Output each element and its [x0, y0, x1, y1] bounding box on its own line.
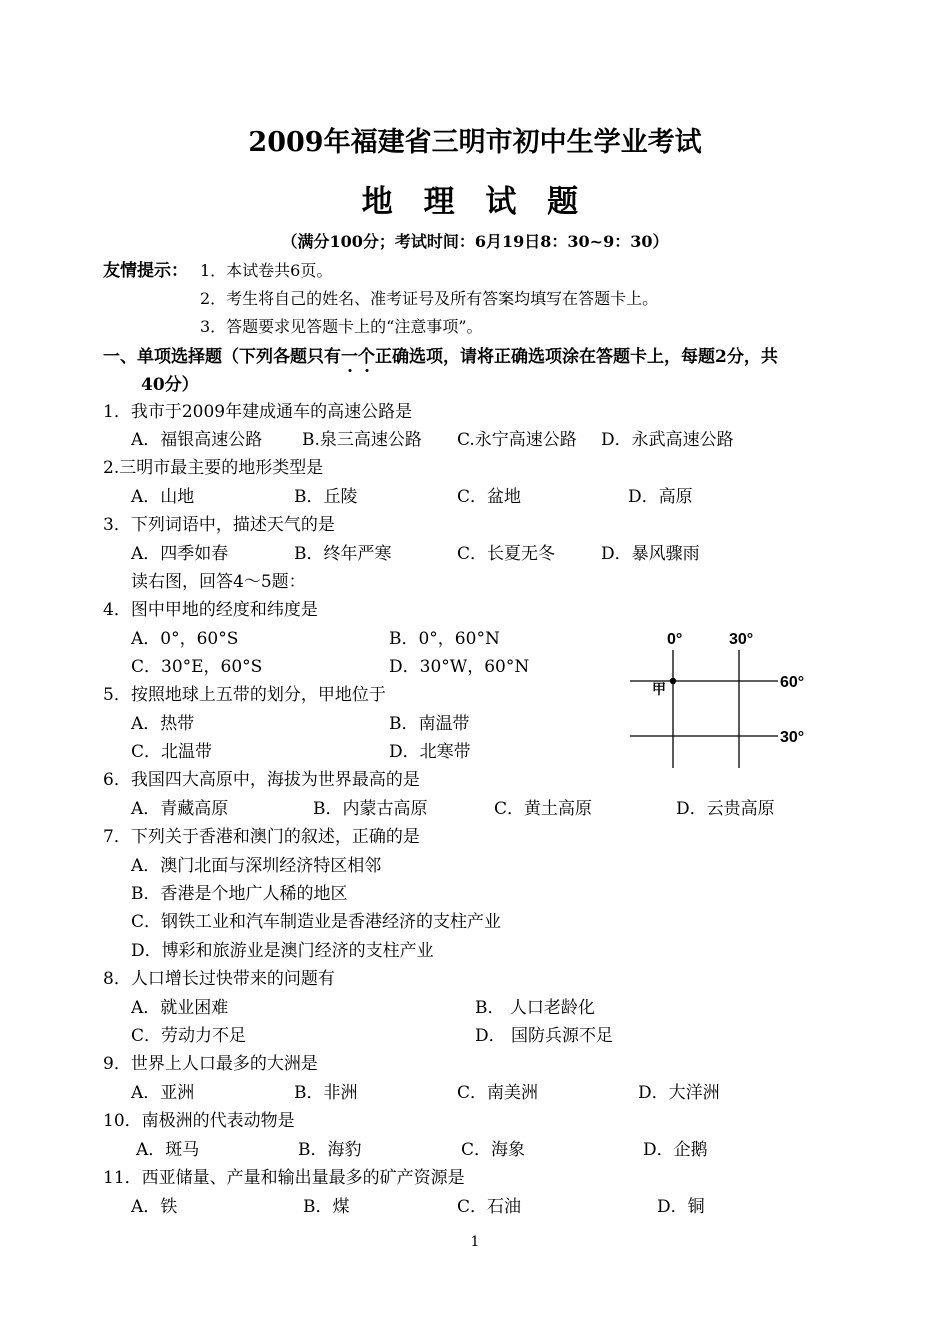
option: A．四季如春: [131, 544, 229, 564]
lat-lon-grid-figure: [622, 622, 822, 772]
option: C．长夏无冬: [457, 544, 556, 564]
option: A．铁: [131, 1197, 178, 1217]
question-stem: 10．南极洲的代表动物是: [103, 1111, 295, 1131]
option: D．铜: [657, 1197, 705, 1217]
option: B．非洲: [294, 1083, 358, 1103]
option: B．南温带: [389, 714, 470, 734]
section-heading: 一、单项选择题（下列各题只有一个 正确选项，请将正确选项涂在答题卡上，每题2分，共 40分）: [103, 347, 778, 395]
option: B．香港是个地广人稀的地区: [131, 884, 348, 904]
option: A．亚洲: [131, 1083, 195, 1103]
option: B．内蒙古高原: [313, 799, 428, 819]
option: D．企鹅: [643, 1140, 708, 1160]
option: B．海豹: [298, 1140, 362, 1160]
lat-label: 30°: [780, 729, 805, 746]
tip-item: 1．本试卷共6页。: [200, 261, 333, 280]
option: A．就业困难: [131, 998, 229, 1018]
option: D．30°W，60°N: [389, 657, 530, 677]
option: D．北寒带: [389, 742, 471, 762]
option: A．澳门北面与深圳经济特区相邻: [131, 856, 382, 876]
question-stem: 3．下列词语中，描述天气的是: [103, 515, 335, 535]
page-number: 1: [470, 1234, 480, 1250]
option: B． 人口老龄化: [475, 998, 595, 1018]
question-stem: 1．我市于2009年建成通车的高速公路是: [103, 402, 413, 422]
option: C．盆地: [457, 487, 522, 507]
option: B．0°，60°N: [389, 629, 500, 649]
option: D．高原: [628, 487, 693, 507]
lon-label: 30°: [729, 631, 754, 648]
question-stem: 6．我国四大高原中，海拔为世界最高的是: [103, 770, 420, 790]
option: D．暴风骤雨: [601, 544, 700, 564]
option: B.泉三高速公路: [302, 430, 422, 450]
question-stem: 8．人口增长过快带来的问题有: [103, 969, 335, 989]
option: A．0°，60°S: [131, 629, 239, 649]
lat-label: 60°: [780, 674, 805, 691]
question-stem: 7．下列关于香港和澳门的叙述，正确的是: [103, 827, 420, 847]
exam-title: 2009年福建省三明市初中生学业考试: [248, 127, 702, 158]
option: A．山地: [131, 487, 195, 507]
option: A．青藏高原: [131, 799, 229, 819]
option: C．海象: [461, 1140, 526, 1160]
option: C．北温带: [131, 742, 213, 762]
question-stem: 5．按照地球上五带的划分，甲地位于: [103, 685, 386, 705]
option: D．博彩和旅游业是澳门经济的支柱产业: [131, 941, 434, 961]
option: C．30°E，60°S: [131, 657, 263, 677]
option: C．南美洲: [457, 1083, 539, 1103]
option: D．大洋洲: [638, 1083, 720, 1103]
option: A．福银高速公路: [131, 430, 263, 450]
option: B．终年严寒: [294, 544, 392, 564]
option: C．劳动力不足: [131, 1026, 247, 1046]
option: A．斑马: [136, 1140, 200, 1160]
option: C.永宁高速公路: [457, 430, 577, 450]
option: D．永武高速公路: [601, 430, 734, 450]
option: D． 国防兵源不足: [475, 1026, 614, 1046]
option: B．煤: [303, 1197, 350, 1217]
question-stem: 11．西亚储量、产量和输出量最多的矿产资源是: [103, 1168, 465, 1188]
subject-title: 地 理 试 题: [361, 184, 589, 220]
lon-label: 0°: [667, 631, 683, 648]
option: A．热带: [131, 714, 195, 734]
read-map-note: 读右图，回答4～5题：: [131, 572, 306, 592]
question-stem: 4．图中甲地的经度和纬度是: [103, 600, 318, 620]
tips-label: 友情提示：: [103, 261, 188, 281]
emphasis-text: 一个: [341, 347, 375, 367]
option: C．黄土高原: [494, 799, 593, 819]
point-jia: [670, 678, 676, 684]
question-stem: 2.三明市最主要的地形类型是: [103, 458, 324, 478]
option: C．钢铁工业和汽车制造业是香港经济的支柱产业: [131, 912, 502, 932]
exam-info: （满分100分；考试时间：6月19日8：30~9：30）: [281, 232, 669, 251]
point-label: 甲: [652, 681, 666, 697]
tip-item: 3．答题要求见答题卡上的“注意事项”。: [200, 317, 483, 336]
option: B．丘陵: [294, 487, 358, 507]
question-stem: 9．世界上人口最多的大洲是: [103, 1054, 318, 1074]
tip-item: 2．考生将自己的姓名、准考证号及所有答案均填写在答题卡上。: [200, 289, 659, 308]
option: C．石油: [457, 1197, 522, 1217]
option: D．云贵高原: [676, 799, 775, 819]
